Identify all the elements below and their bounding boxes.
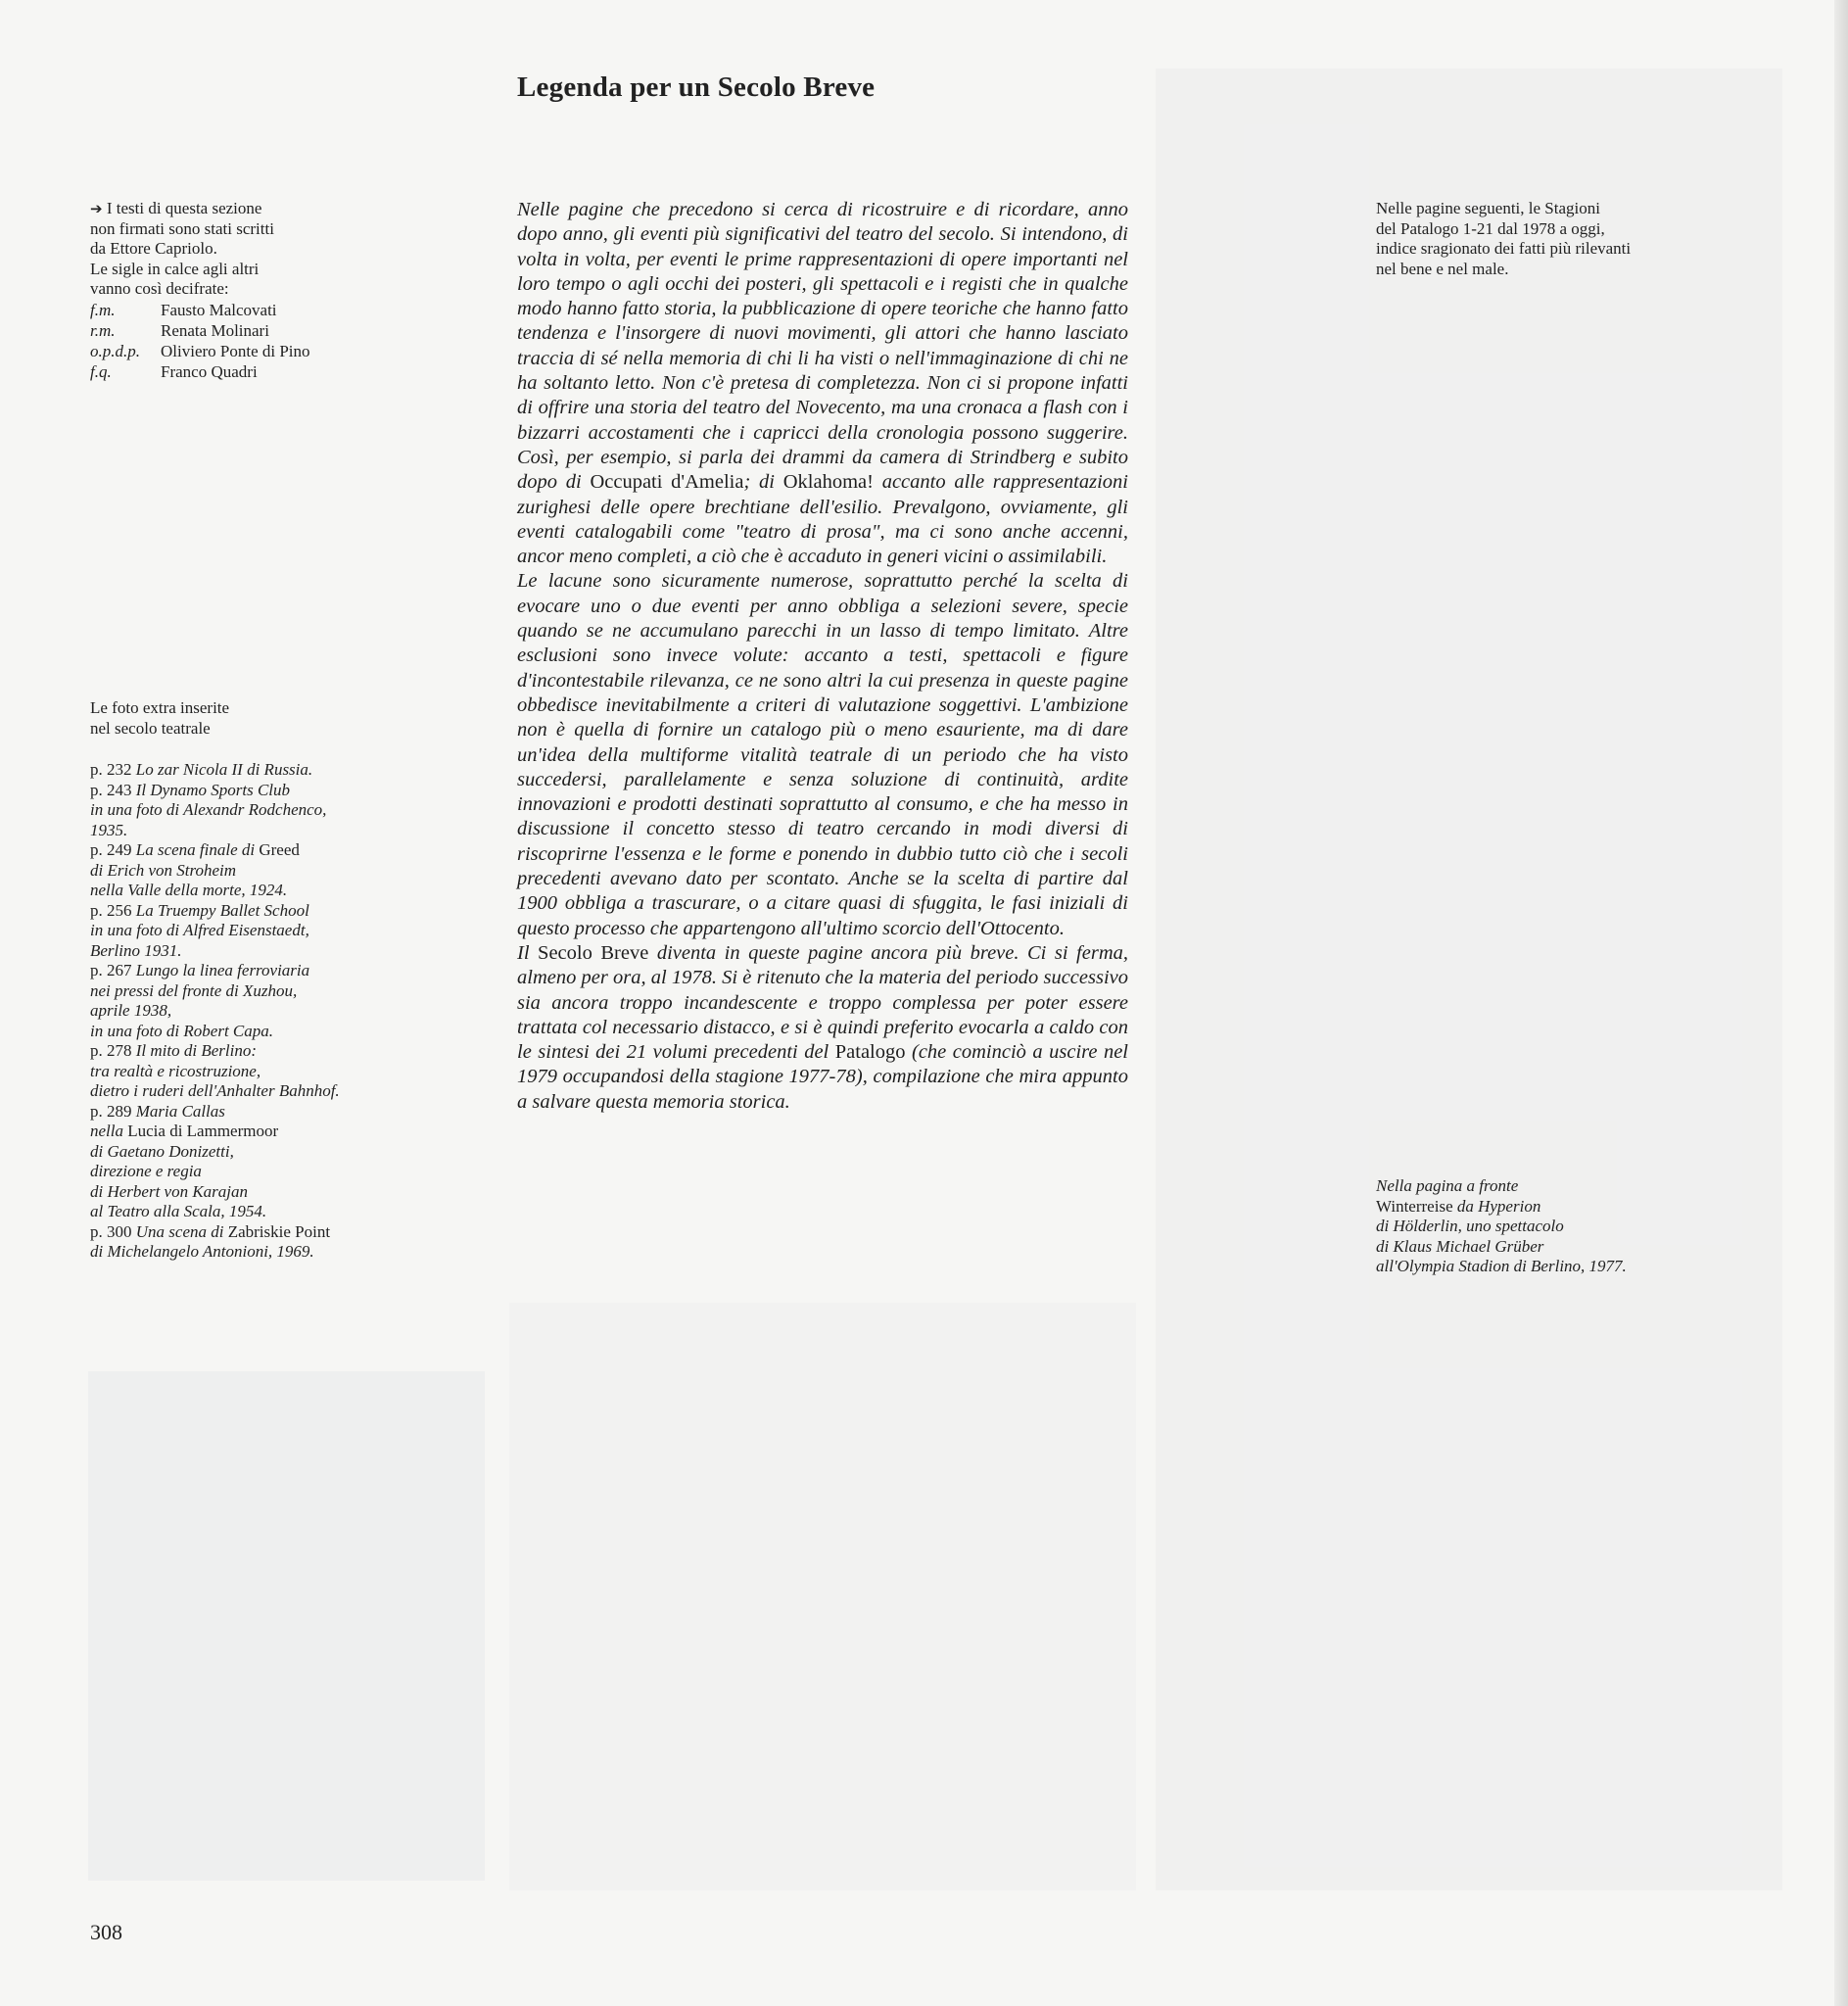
sigle-row: r.m. Renata Molinari xyxy=(90,320,269,340)
photo-item: p. 278 Il mito di Berlino: tra realtà e ricostruzione, dietro i ruderi dell'Anhalter Bahnhof. xyxy=(90,1041,340,1100)
credits-intro-line: ➔ I testi di questa sezione xyxy=(90,199,262,217)
photo-list xyxy=(90,698,413,1263)
sigle-row: f.q. Franco Quadri xyxy=(90,361,258,381)
bleed-through-area xyxy=(1156,69,1782,1890)
photo-caption: Nella pagina a fronte Winterreise da Hyperion di Hölderlin, uno spettacolo di Klaus Michael Grüber all'Olympia Stadion di Berlino, 1977. xyxy=(1376,1176,1627,1275)
sigle-row: f.m. Fausto Malcovati xyxy=(90,300,277,319)
shaded-block xyxy=(88,1371,485,1881)
photo-item: p. 243 Il Dynamo Sports Club in una foto di Alexandr Rodchenco, 1935. xyxy=(90,780,327,839)
sigle-table xyxy=(90,300,310,382)
photo-item: p. 256 La Truempy Ballet School in una foto di Alfred Eisenstaedt, Berlino 1931. xyxy=(90,900,309,960)
paragraph: Il Secolo Breve diventa in queste pagine ancora più breve. Ci si ferma, almeno per ora, al 1978. Si è ritenuto che la materia del periodo successivo sia ancora troppo incandescente e troppo complessa per poter essere trattata col necessario distacco, e si è quindi preferito evocarla a caldo con le sintesi dei 21 volumi precedenti del Patalogo (che cominciò a uscire nel 1979 occupandosi della stagione 1977-78), compilazione che mira appunto a salvare questa memoria storica. xyxy=(517,941,1129,1113)
right-note: Nelle pagine seguenti, le Stagioni del Patalogo 1-21 dal 1978 a oggi, indice sragionato dei fatti più rilevanti nel bene e nel male. xyxy=(1376,199,1632,278)
main-text xyxy=(517,198,1128,1115)
page-edge-shadow xyxy=(1834,0,1848,2006)
paragraph: Nelle pagine che precedono si cerca di ricostruire e di ricordare, anno dopo anno, gli eventi più significativi del teatro del secolo. Si intendono, di volta in volta, per eventi le prime rappresentazioni di opere importanti nel loro tempo o agli occhi dei posteri, gli spettacoli e i registi che in qualche modo hanno fatto storia, la pubblicazione di opere teoriche che hanno fatto tendenza e l'insorgere di nuovi movimenti, gli attori che hanno lasciato traccia di sé nella memoria di chi li ha visti o nell'immaginazione di chi ne ha soltanto letto. Non c'è pretesa di completezza. Non ci si propone infatti di offrire una storia del teatro del Novecento, ma una cronaca a flash con i bizzarri accostamenti che i capricci della cronologia possono suggerire. Così, per esempio, si parla dei drammi da camera di Strindberg e subito dopo di Occupati d'Amelia; di Oklahoma! accanto alle rappresentazioni zurighesi delle opere brechtiane dell'esilio. Prevalgono, ovviamente, gli eventi catalogabili come "teatro di prosa", ma ci sono anche accenni, ancor meno completi, a ciò che è accaduto in generi vicini o assimilabili. xyxy=(517,199,1128,568)
photo-item: p. 300 Una scena di Zabriskie Point di Michelangelo Antonioni, 1969. xyxy=(90,1221,331,1261)
credits-intro-line: Le sigle in calce agli altri xyxy=(90,259,260,278)
photo-item: p. 232 Lo zar Nicola II di Russia. xyxy=(90,760,313,779)
bleed-through-area-lower xyxy=(509,1303,1136,1890)
credits-intro-line: non firmati sono stati scritti xyxy=(90,218,274,238)
sigle-row: o.p.d.p. Oliviero Ponte di Pino xyxy=(90,341,310,360)
arrow-icon: ➔ xyxy=(90,200,103,217)
photo-list-heading: Le foto extra inserite nel secolo teatrale xyxy=(90,698,230,738)
photo-item: p. 249 La scena finale di Greed di Erich von Stroheim nella Valle della morte, 1924. xyxy=(90,840,300,899)
page-number: 308 xyxy=(90,1920,122,1944)
photo-item: p. 267 Lungo la linea ferroviaria nei pressi del fronte di Xuzhou, aprile 1938, in una foto di Robert Capa. xyxy=(90,961,310,1040)
page-title: Legenda per un Secolo Breve xyxy=(517,72,876,103)
credits-intro-line: da Ettore Capriolo. xyxy=(90,239,217,258)
photo-item: p. 289 Maria Callas nella Lucia di Lammermoor di Gaetano Donizetti, direzione e regia di Herbert von Karajan al Teatro alla Scala, 1954. xyxy=(90,1101,279,1220)
credits-intro-line: vanno così decifrate: xyxy=(90,279,229,298)
credits-note xyxy=(90,199,413,382)
paragraph: Le lacune sono sicuramente numerose, soprattutto perché la scelta di evocare uno o due eventi per anno obbliga a selezioni severe, specie quando se ne accumulano parecchi in un lasso di tempo limitato. Altre esclusioni sono invece volute: accanto a testi, spettacoli e figure d'incontestabile rilevanza, ce ne sono altri la cui presenza in queste pagine obbedisce inevitabilmente a criteri di valutazione soggettivi. L'ambizione non è quella di fornire un catalogo più o meno esauriente, ma di dare un'idea della multiforme vitalità teatrale di un periodo che ha visto succedersi, parallelamente e senza soluzione di continuità, ardite innovazioni e prodotti destinati soprattutto al consumo, e che ha messo in discussione il concetto stesso di teatro cercando in modi diversi di riscoprirne l'essenza e le forme e ponendo in dubbio tutto ciò che i secoli precedenti avevano dato per scontato. Anche se la scelta di partire dal 1900 obbliga a trascurare, o a citare quasi di sfuggita, le fasi iniziali di questo processo che appartengono all'ultimo scorcio dell'Ottocento. xyxy=(517,570,1128,939)
